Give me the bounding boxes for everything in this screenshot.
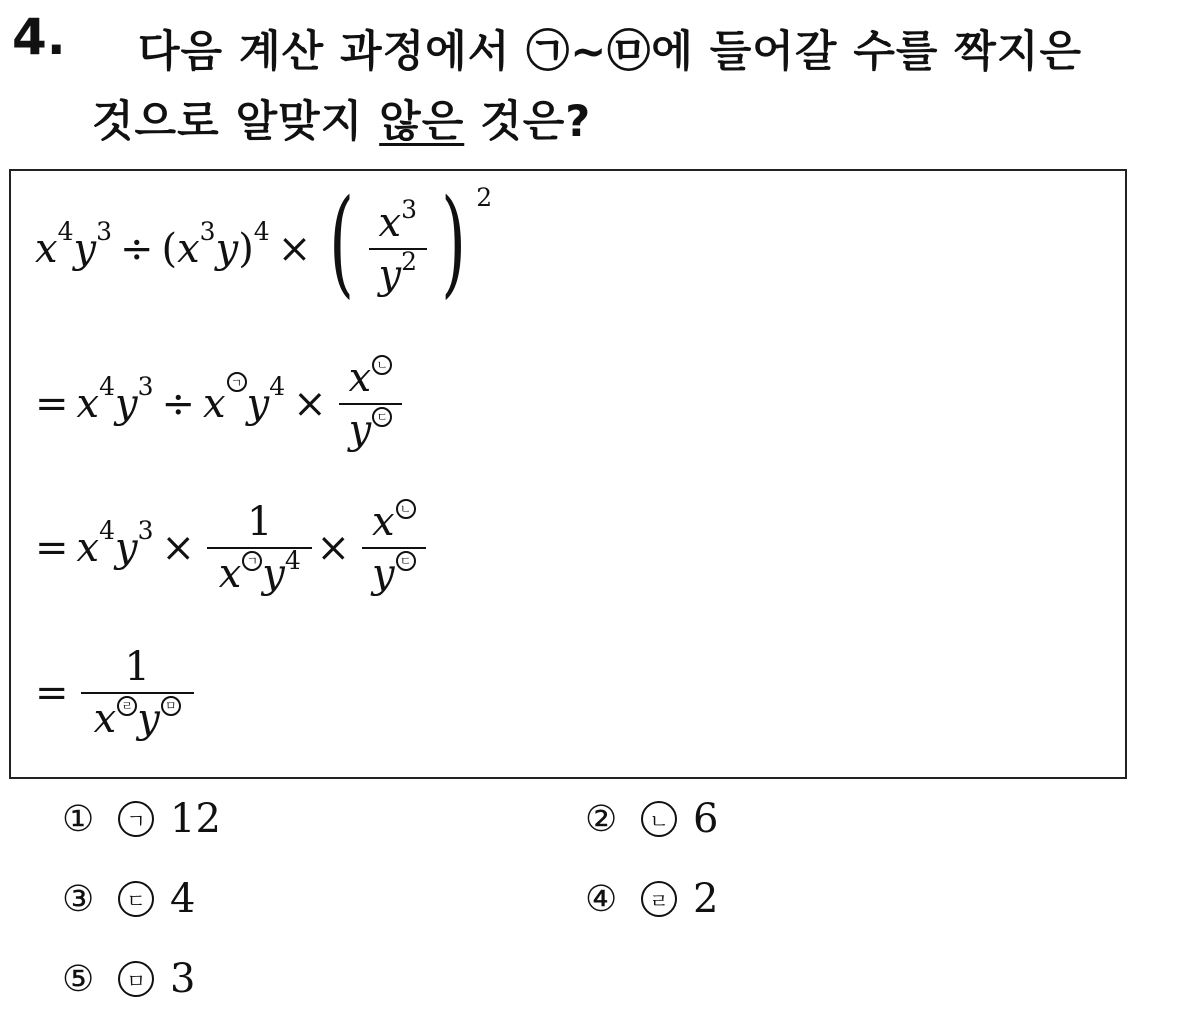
equation-line-2 <box>35 357 406 451</box>
choice-label-marker: ㄱ <box>118 801 154 837</box>
fraction <box>368 195 427 298</box>
var-y: y <box>262 551 285 597</box>
exponent: 3 <box>199 216 216 246</box>
choice-value: 12 <box>170 796 221 842</box>
choice-label-marker: ㄷ <box>118 881 154 917</box>
choice-4[interactable] <box>585 876 718 922</box>
blank-c-marker: ㄷ <box>372 407 392 427</box>
paren-open: ( <box>161 226 178 272</box>
choice-value: 6 <box>693 796 719 842</box>
exponent: 3 <box>137 515 154 545</box>
fraction <box>339 357 403 451</box>
var-x: x <box>35 226 58 272</box>
exponent: 4 <box>99 515 115 545</box>
fraction <box>207 501 312 595</box>
choice-number: ① <box>62 798 95 840</box>
exponent: 4 <box>269 371 286 401</box>
var-y: y <box>378 252 402 298</box>
var-x: x <box>372 499 395 545</box>
divide-sign: ÷ <box>119 226 154 272</box>
divide-sign: ÷ <box>161 381 196 427</box>
var-x: x <box>93 696 117 742</box>
exponent: 4 <box>57 216 74 246</box>
exponent: 4 <box>99 371 115 401</box>
var-x: x <box>177 226 200 272</box>
calculation-box <box>9 169 1127 779</box>
times-sign: × <box>316 525 350 571</box>
equals-sign: = <box>35 670 69 716</box>
blank-c-marker: ㄷ <box>396 551 416 571</box>
blank-b-marker: ㄴ <box>396 499 416 519</box>
exponent: 3 <box>137 371 154 401</box>
fraction <box>81 646 194 740</box>
choice-number: ④ <box>585 878 618 920</box>
var-y: y <box>114 525 138 571</box>
equation-line-4 <box>35 646 198 740</box>
question-text-line2-pre: 것으로 알맞지 <box>92 97 380 147</box>
choice-number: ⑤ <box>62 958 95 1000</box>
exponent: 3 <box>96 216 112 246</box>
exponent: 4 <box>284 546 301 575</box>
numerator-one: 1 <box>207 501 312 549</box>
choice-number: ② <box>585 798 618 840</box>
numerator-one: 1 <box>81 646 194 694</box>
question-text-line2 <box>92 88 591 149</box>
choice-number: ③ <box>62 878 95 920</box>
choice-3[interactable] <box>62 876 195 922</box>
choice-label-marker: ㄴ <box>641 801 677 837</box>
choice-value: 4 <box>170 876 196 922</box>
question-text-line2-post: 것은? <box>464 97 592 147</box>
choice-2[interactable] <box>585 796 718 842</box>
exponent: 2 <box>476 182 493 212</box>
blank-a-marker: ㄱ <box>227 372 247 392</box>
var-y: y <box>348 407 372 453</box>
var-y: y <box>246 381 270 427</box>
big-paren-close: ) <box>441 175 467 310</box>
exponent: 3 <box>401 195 417 224</box>
equation-line-3 <box>35 501 430 595</box>
equation-line-1 <box>35 175 493 310</box>
choice-label-marker: ㄹ <box>641 881 677 917</box>
exponent: 4 <box>253 216 270 246</box>
times-sign: × <box>277 226 312 272</box>
question-text-line1: 다음 계산 과정에서 ㉠~㉤에 들어갈 수를 짝지은 <box>138 27 1082 77</box>
equals-sign: = <box>35 381 69 427</box>
blank-a-marker: ㄱ <box>242 551 262 571</box>
var-y: y <box>73 226 97 272</box>
var-y: y <box>114 381 138 427</box>
var-x: x <box>76 381 100 427</box>
choice-1[interactable] <box>62 796 221 842</box>
paren-close: ) <box>238 226 254 272</box>
var-y: y <box>215 226 239 272</box>
var-x: x <box>76 525 100 571</box>
question-number: 4. <box>12 8 66 66</box>
blank-e-marker: ㅁ <box>161 696 181 716</box>
var-x: x <box>348 355 372 401</box>
var-x: x <box>378 200 402 246</box>
choice-value: 2 <box>693 876 719 922</box>
question-text-not: 않은 <box>379 97 465 147</box>
times-sign: × <box>293 381 327 427</box>
fraction <box>362 501 426 595</box>
choice-label-marker: ㅁ <box>118 961 154 997</box>
big-paren-open: ( <box>329 175 355 310</box>
blank-b-marker: ㄴ <box>372 355 392 375</box>
var-y: y <box>137 696 160 742</box>
times-sign: × <box>161 525 196 571</box>
var-x: x <box>203 381 226 427</box>
choice-5[interactable] <box>62 956 195 1002</box>
blank-d-marker: ㄹ <box>117 696 137 716</box>
choice-value: 3 <box>170 956 196 1002</box>
equals-sign: = <box>35 525 69 571</box>
exponent: 2 <box>401 247 417 276</box>
var-x: x <box>218 551 242 597</box>
var-y: y <box>371 551 395 597</box>
